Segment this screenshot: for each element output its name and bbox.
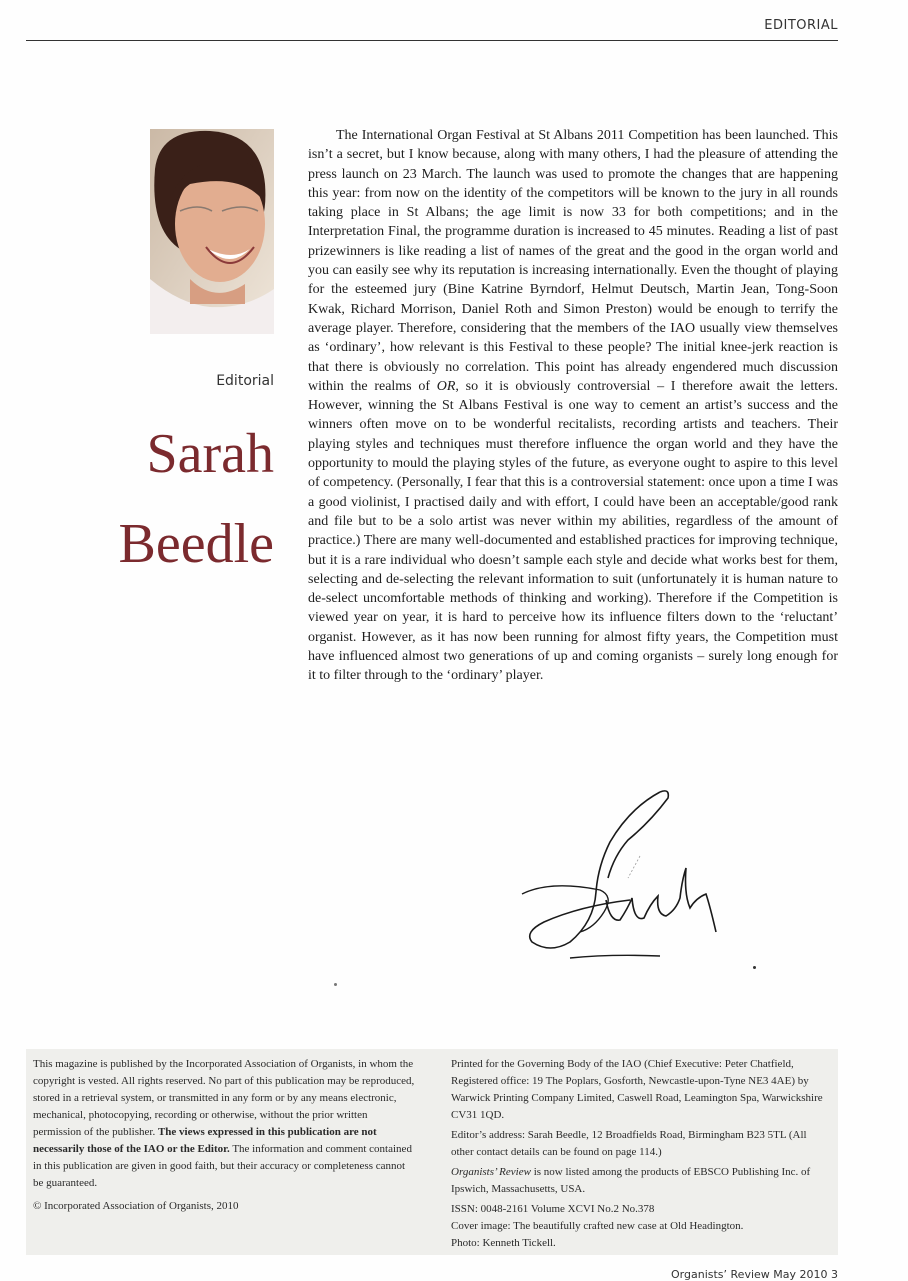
article-body-italic: OR — [436, 378, 456, 394]
copyright-notice-a: This magazine is published by the Incorporated Association of Organists, in whom the copyright is vested. All rights reserved. No part of this publication may be reproduced, stored in a retrieval system, or transmitted in any form or by any means electronic, mechanical, photocopying, recording or otherwise, without the prior written permission of the publisher. — [33, 1058, 415, 1138]
copyright-notice — [33, 1056, 417, 1192]
page-footer: Organists’ Review May 2010 3 — [671, 1268, 838, 1281]
print-dot — [753, 966, 756, 969]
author-last-name: Beedle — [118, 513, 274, 575]
disclaimer-bold: The views expressed in this publication are not necessarily those of the IAO or the Editor. — [33, 1126, 377, 1155]
editor-address: Editor’s address: Sarah Beedle, 12 Broadfields Road, Birmingham B23 5TL (All other contact details can be found on page 114.) — [451, 1129, 807, 1158]
ebsco-notice-text: is now listed among the products of EBSCO Publishing Inc. of Ipswich, Massachusetts, USA. — [451, 1166, 811, 1195]
colophon-right — [451, 1056, 831, 1255]
copyright-notice-b: The information and comment contained in this publication are given in good faith, but their accuracy or completeness cannot be guaranteed. — [33, 1143, 412, 1189]
header-divider — [26, 40, 838, 41]
ebsco-publication-name: Organists’ Review — [451, 1166, 531, 1178]
article-body — [308, 126, 838, 686]
printer-info: Printed for the Governing Body of the IAO (Chief Executive: Peter Chatfield, Registered office: 19 The Poplars, Gosforth, Newcastle-upon-Tyne NE3 4AE) by Warwick Printing Company Limited, Caswell Road, Leamington Spa, Warwickshire CV31 1QD. — [451, 1058, 823, 1121]
copyright-line: © Incorporated Association of Organists, 2010 — [33, 1200, 239, 1212]
ebsco-notice — [451, 1164, 831, 1198]
cover-caption: Cover image: The beautifully crafted new case at Old Headington. — [451, 1220, 744, 1232]
author-first-name: Sarah — [146, 423, 274, 485]
article-body-part-1: The International Organ Festival at St Albans 2011 Competition has been launched. This isn’t a secret, but I know because, along with many others, I had the pleasure of attending the press launch on 23 March. The launch was used to promote the changes that are happening this year: from now on the identity of the competitors will be known to the jury in all rounds taking place in St Albans; the age limit is now 33 for both competitions; and in the Interpretation Final, the programme duration is increased to 45 minutes. Reading a list of past prizewinners is like reading a list of names of the great and the good in the organ world and you can easily see why its reputation is increasing internationally. Even the thought of playing for the esteemed jury (Bine Katrine Byrndorf, Helmut Deutsch, Martin Jean, Tong-Soon Kwak, Richard Morrison, Daniel Roth and Simon Preston) would be enough to terrify the average player. Therefore, considering that the members of the IAO usually view themselves as ‘ordinary’, how relevant is this Festival to these people? The initial knee-jerk reaction is that there is obviously no correlation. This point has already engendered much discussion within the realms of — [308, 128, 838, 394]
column-kicker: Editorial — [216, 373, 274, 389]
issn: ISSN: 0048-2161 Volume XCVI No.2 No.378 — [451, 1203, 655, 1215]
colophon — [26, 1049, 838, 1255]
author-photo — [150, 129, 274, 334]
photo-credit: Photo: Kenneth Tickell. — [451, 1237, 556, 1249]
section-label: EDITORIAL — [764, 18, 838, 33]
print-dot — [334, 983, 337, 986]
article-body-part-2: , so it is obviously controversial – I therefore await the letters. However, winning the St Albans Festival is one way to cement an artist’s success and the winners often move on to be wonderful recitalists, recording artists and teachers. Their playing styles and techniques must therefore influence the organ world and they have the opportunity to mould the playing styles of the future, as everyone ought to aspire to this level of competency. (Personally, I fear that this is a controversial statement: once upon a time I was a good violinist, I practised daily and with effort, I could have been an acceptable/good rank and file but to be a solo artist was never within my abilities, regardless of the amount of practice.) There are many well-documented and established practices for improving technique, but it is a rare individual who doesn’t sample each style and decide what works best for them, selecting and de-selecting the relevant information to suit (unfortunately it is human nature to de-select uncomfortable methods of thinking and working). Therefore if the Competition is viewed year on year, it is hard to perceive how its influence filters down to the ‘reluctant’ organist. However, as it has now been running for almost fifty years, the Competition must have influenced almost two generations of up and coming organists – surely long enough for it to filter through to the ‘ordinary’ player. — [308, 378, 839, 684]
colophon-left — [33, 1056, 417, 1218]
signature-sarah — [510, 782, 740, 972]
